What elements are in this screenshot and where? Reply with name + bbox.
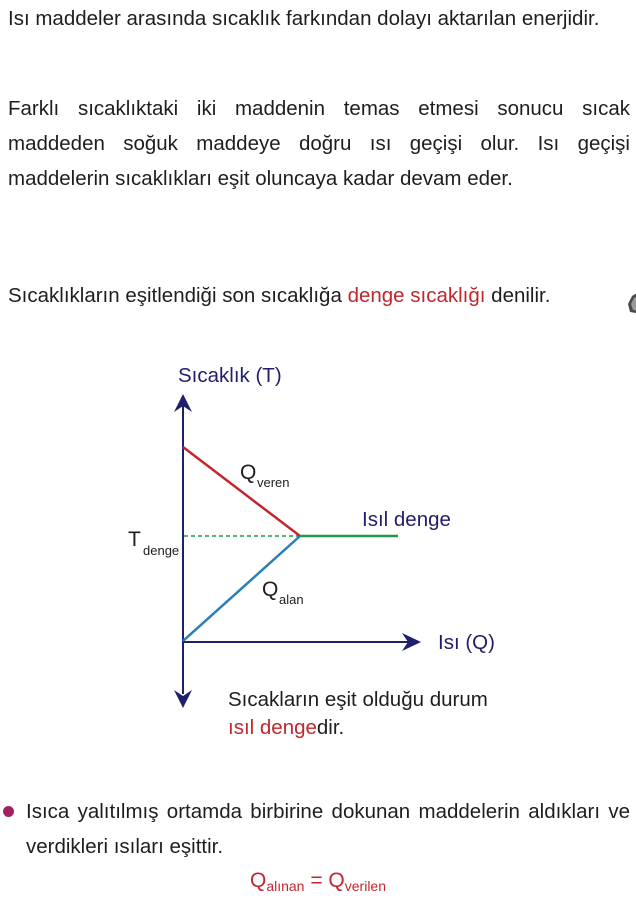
formula-equals: =: [304, 869, 329, 892]
x-axis-label: Isı (Q): [438, 631, 495, 654]
q-veren-label: [240, 461, 290, 490]
thermal-equilibrium-diagram: [0, 340, 636, 760]
formula-left-main: Q: [249, 869, 267, 892]
q-veren-sub: veren: [257, 475, 290, 490]
definition-text-before: Sıcaklıkların eşitlendiği son sıcaklığa: [8, 284, 348, 307]
t-denge-sub: denge: [143, 543, 180, 558]
q-alan-main: Q: [262, 578, 279, 601]
pen-icon: [624, 262, 636, 322]
horizontal-axis: [183, 633, 421, 651]
bullet-icon: [3, 806, 14, 817]
bullet-text: Isıca yalıtılmış ortamda birbirine dokunan maddelerin aldıkları ve verdikleri ısıları eşittir.: [26, 800, 630, 858]
heat-transfer-paragraph: Farklı sıcaklıktaki iki maddenin temas etmesi sonucu sıcak maddeden soğuk maddeye doğru ısı geçişi olur. Isı geçişi maddelerin sıcaklıkları eşit oluncaya kadar devam eder.: [8, 97, 630, 190]
diagram-caption-line2: [228, 716, 344, 739]
q-veren-main: Q: [240, 461, 257, 484]
denge-sicakligi-highlight: denge sıcaklığı: [347, 284, 486, 307]
isil-denge-highlight: ısıl denge: [228, 716, 317, 739]
equilibrium-definition-paragraph: [8, 278, 630, 313]
formula-left-sub: alınan: [266, 878, 305, 894]
formula-right-sub: verilen: [344, 878, 387, 894]
caption-suffix: dir.: [316, 716, 345, 739]
diagram-caption-line1: Sıcakların eşit olduğu durum: [228, 688, 488, 711]
q-alan-sub: alan: [279, 592, 304, 607]
q-alan-label: [262, 578, 304, 607]
equilibrium-label: Isıl denge: [362, 508, 451, 531]
heat-balance-formula: [0, 866, 636, 901]
t-denge-label: [128, 528, 179, 558]
formula-right-main: Q: [328, 869, 345, 892]
intro-paragraph: Isı maddeler arasında sıcaklık farkından dolayı aktarılan enerjidir.: [8, 7, 600, 30]
y-axis-label: Sıcaklık (T): [178, 364, 282, 387]
definition-text-after: denilir.: [485, 284, 551, 307]
t-denge-main: T: [128, 528, 141, 551]
